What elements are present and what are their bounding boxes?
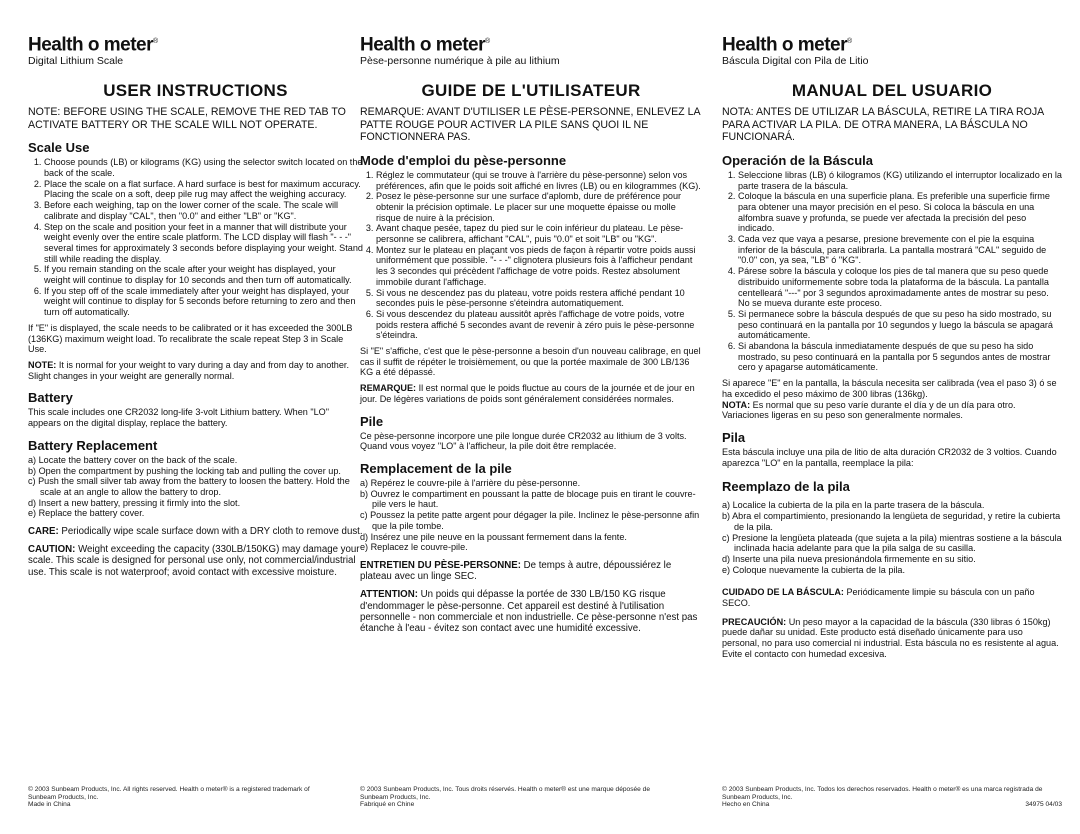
list-item: e) Replacez le couvre-pile. (360, 542, 468, 553)
brand-logo: Health o meter® (722, 34, 852, 56)
list-item: e) Coloque nuevamente la cubierta de la pila. (722, 564, 906, 575)
page-title: MANUAL DEL USUARIO (791, 81, 993, 101)
caution-paragraph: PRECAUCIÓN: Un peso mayor a la capacidad de la báscula (330 libras ó 150kg) puede dañar su unidad. Este producto está diseñado únicamente para uso personal, no para uso comercial ni industrial. Esta báscula no es resistente al agua. Evite el contacto con humedad excesiva. (722, 616, 1059, 659)
scale-use-steps (722, 170, 1062, 373)
scale-use-steps (360, 170, 702, 341)
activation-note: REMARQUE: AVANT D'UTILISER LE PÈSE-PERSONNE, ENLEVEZ LA PATTE ROUGE POUR ACTIVER LA PILE SANS QUOI IL NE FONCTIONNERA PAS. (360, 106, 700, 144)
list-item: 5. Si permanece sobre la báscula después de que su peso ha sido mostrado, su peso continuará en la pantalla por 10 segundos y luego la báscula se apagará automáticamente. (738, 309, 1062, 341)
scale-use-heading: Scale Use (28, 140, 90, 156)
list-item: 4. Párese sobre la báscula y coloque los pies de tal manera que su peso quede distribuido uniformemente sobre toda la plataforma de la báscula. La pantalla centelleará "---" por 3 segundos aproximadamente antes de mostrar su peso. No se mueva durante este proceso. (738, 266, 1062, 309)
battery-heading: Pila (722, 430, 746, 445)
caution-paragraph: ATTENTION: Un poids qui dépasse la portée de 330 LB/150 KG risque d'endommager le pèse-personne. Cet appareil est destiné à l'utilisation personnelle - non commerciale et non industrielle. Ce pèse-personne n'est pas étanche à l'eau - évitez son contact avec une humidité excessive. (360, 589, 698, 634)
weight-variation-note: REMARQUE: Il est normal que le poids fluctue au cours de la journée et de jour en jour. De légères variations de poids sont généralement considérées normales. (360, 383, 695, 404)
list-item: c) Presione la lengüeta plateada (que sujeta a la pila) mientras sostiene a la báscula inclinada hacia adelante para que la pila salga de su casilla. (722, 532, 1062, 554)
battery-text: This scale includes one CR2032 long-life 3-volt Lithium battery. When "LO" appears on the digital display, replace the battery. (28, 407, 329, 429)
battery-replacement-steps (28, 455, 363, 519)
page-title: GUIDE DE L'UTILISATEUR (421, 81, 641, 101)
english-column (28, 32, 363, 578)
activation-note: NOTE: BEFORE USING THE SCALE, REMOVE THE RED TAB TO ACTIVATE BATTERY OR THE SCALE WILL NOT OPERATE. (28, 106, 346, 131)
list-item: a) Locate the battery cover on the back of the scale. (28, 454, 238, 465)
list-item: d) Insert a new battery, pressing it firmly into the slot. (28, 497, 241, 508)
battery-text: Ce pèse-personne incorpore une pile longue durée CR2032 au lithium de 3 volts. Quand vous voyez "LO" à l'afficheur, la pile doit être remplacée. (360, 430, 687, 452)
list-item: 3. Cada vez que vaya a pesarse, presione brevemente con el pie la esquina inferior de la báscula, para calibrarla. La pantalla mostrará "CAL" seguido de "0.0" con, ya sea, "LB" ó "KG". (738, 234, 1062, 266)
document-code: 34975 04/03 (1025, 801, 1062, 809)
list-item: 3. Before each weighing, tap on the lower corner of the scale. The scale will calibrate and display "CAL", then "0.0" and either "LB" or "KG". (44, 200, 363, 221)
footer-copyright: © 2003 Sunbeam Products, Inc. All rights reserved. Health o meter® is a registered trademark of Sunbeam Products, Inc. Made in China (28, 786, 310, 809)
list-item: d) Inserte una pila nueva presionándola firmemente en su sitio. (722, 553, 976, 564)
weight-variation-note: NOTA: Es normal que su peso varíe durante el día y de un día para otro. Variaciones ligeras en su peso son generalmente normales. (722, 399, 1016, 421)
error-paragraph: Si "E" s'affiche, c'est que le pèse-personne a besoin d'un nouveau calibrage, en quel cas il suffit de répéter le troisièmement, ou que la portée maximale de 300 LB/136 KG a été dépassé. (360, 346, 701, 378)
list-item: 6. Si abandona la báscula inmediatamente después de que su peso ha sido mostrado, su peso continuará en la pantalla por 5 segundos antes de mostrar cero y apagarse automáticamente. (738, 341, 1062, 373)
scale-use-steps (28, 157, 363, 318)
battery-replacement-heading: Reemplazo de la pila (722, 479, 850, 495)
list-item: 2. Coloque la báscula en una superficie plana. Es preferible una superficie firme para obtener una mayor precisión en el peso. Si coloca la báscula en una alfombra suave y profunda, se puede ver afectada la precisión del peso indicado. (738, 191, 1062, 234)
caution-paragraph: CAUTION: Weight exceeding the capacity (330LB/150KG) may damage your scale. This scale is designed for personal use only, not commercial/industrial use. This scale is not waterproof; avoid contact with excessive moisture. (28, 544, 360, 578)
list-item: c) Push the small silver tab away from the battery to loosen the battery. Hold the scale at an angle to allow the battery to drop. (28, 476, 350, 497)
list-item: 2. Posez le pèse-personne sur une surface d'aplomb, dure de préférence pour obtenir la précision optimale. Le placer sur une moquette épaisse ou molle risque de nuire à la précision. (376, 191, 702, 223)
battery-replacement-steps (360, 478, 702, 553)
product-subtitle: Digital Lithium Scale (28, 55, 124, 68)
battery-replacement-heading: Remplacement de la pile (360, 461, 512, 476)
list-item: 2. Place the scale on a flat surface. A hard surface is best for maximum accuracy. Placing the scale on a soft, deep pile rug may affect the weighing accuracy. (44, 179, 363, 200)
list-item: 4. Montez sur le plateau en plaçant vos pieds de façon à répartir votre poids aussi uniformément que possible. "- - -" clignotera plusieurs fois à l'afficheur pendant les 3 secondes qui précèdent l'affichage de votre poids. Restez absolument immobile durant l'affichage. (376, 245, 702, 288)
battery-replacement-heading: Battery Replacement (28, 437, 158, 453)
product-subtitle: Pèse-personne numérique à pile au lithium (360, 55, 560, 68)
activation-note: NOTA: ANTES DE UTILIZAR LA BÁSCULA, RETIRE LA TIRA ROJA PARA ACTIVAR LA PILA. DE OTRA MANERA, LA BÁSCULA NO FUNCIONARÁ. (722, 106, 1044, 144)
list-item: 6. If you step off of the scale immediately after your weight has displayed, your weight will continue to display for 5 seconds before returning to zero and then turn off automatically. (44, 286, 363, 318)
list-item: 6. Si vous descendez du plateau aussitôt après l'affichage de votre poids, votre poids restera affiché 5 secondes avant de revenir à zéro puis le pèse-personne s'éteindra. (376, 309, 702, 341)
list-item: b) Open the compartment by pushing the locking tab and pulling the cover up. (28, 465, 341, 476)
list-item: 1. Réglez le commutateur (qui se trouve à l'arrière du pèse-personne) selon vos préférences, afin que le poids soit affiché en livres (LB) ou en kilogrammes (KG). (376, 170, 702, 191)
error-paragraph: If "E" is displayed, the scale needs to be calibrated or it has exceeded the 300LB (136KG) maximum weight load. To recalibrate the scale repeat Step 3 in Scale Use. (28, 322, 353, 355)
footer-copyright: © 2003 Sunbeam Products, Inc. Todos los derechos reservados. Health o meter® es una marca registrada de Sunbeam Products, Inc. Hecho en China 34975 04/03 (722, 786, 1062, 809)
list-item: a) Localice la cubierta de la pila en la parte trasera de la báscula. (722, 500, 985, 511)
scale-use-heading: Operación de la Báscula (722, 152, 874, 168)
battery-text: Esta báscula incluye una pila de litio de alta duración CR2032 de 3 voltios. Cuando aparezca "LO" en la pantalla, reemplace la pila: (722, 447, 1057, 468)
care-paragraph: CARE: Periodically wipe scale surface down with a DRY cloth to remove dust. (28, 526, 363, 538)
list-item: 5. If you remain standing on the scale after your weight has displayed, your weight will continue to display for 10 seconds and then turn off automatically. (44, 264, 363, 285)
footer-copyright: © 2003 Sunbeam Products, Inc. Tous droits réservés. Health o meter® est une marque déposée de Sunbeam Products, Inc. Fabriqué en Chine (360, 786, 650, 809)
list-item: 1. Choose pounds (LB) or kilograms (KG) using the selector switch located on the back of the scale. (44, 157, 363, 178)
brand-logo: Health o meter® (360, 34, 490, 56)
scale-use-heading: Mode d'emploi du pèse-personne (360, 152, 567, 168)
care-paragraph: CUIDADO DE LA BÁSCULA: Periódicamente limpie su báscula con un paño SECO. (722, 587, 1035, 609)
battery-heading: Pile (360, 413, 384, 429)
french-column (360, 32, 702, 634)
list-item: 3. Avant chaque pesée, tapez du pied sur le coin inférieur du plateau. Le pèse-personne se calibrera, affichant "CAL", puis "0.0" et soit "LB" ou "KG". (376, 223, 702, 244)
list-item: d) Insérez une pile neuve en la poussant fermement dans la fente. (360, 531, 627, 542)
list-item: c) Poussez la petite patte argent pour dégager la pile. Inclinez le pèse-personne afin que la pile tombe. (360, 510, 700, 531)
weight-variation-note: NOTE: It is normal for your weight to vary during a day and from day to another. Slight changes in your weight are generally normal. (28, 359, 349, 381)
list-item: b) Abra el compartimiento, presionando la lengüeta de seguridad, y retire la cubierta de la pila. (722, 511, 1061, 532)
list-item: 4. Step on the scale and position your feet in a manner that will distribute your weight evenly over the entire scale platform. The LCD display will flash "- - -" several times for approximately 3 seconds before displaying your weight. Stand still while reading the display. (44, 222, 363, 265)
page-title: USER INSTRUCTIONS (103, 81, 288, 101)
list-item: e) Replace the battery cover. (28, 508, 145, 519)
list-item: b) Ouvrez le compartiment en poussant la patte de blocage puis en tirant le couvre-pile vers le haut. (360, 488, 696, 510)
battery-heading: Battery (28, 390, 73, 406)
error-paragraph: Si aparece "E" en la pantalla, la báscula necesita ser calibrada (vea el paso 3) ó se ha excedido el peso máximo de 300 libras (136kg). (722, 378, 1057, 399)
list-item: a) Repérez le couvre-pile à l'arrière du pèse-personne. (360, 478, 581, 488)
care-paragraph: ENTRETIEN DU PÈSE-PERSONNE: De temps à autre, dépoussiérez le plateau avec un linge SEC. (360, 559, 672, 583)
product-subtitle: Báscula Digital con Pila de Litio (722, 55, 869, 68)
battery-replacement-steps (722, 500, 1062, 575)
list-item: 5. Si vous ne descendez pas du plateau, votre poids restera affiché pendant 10 secondes puis le pèse-personne s'éteindra automatiquement. (376, 288, 702, 309)
brand-logo: Health o meter® (28, 34, 158, 56)
list-item: 1. Seleccione libras (LB) ó kilogramos (KG) utilizando el interruptor localizado en la parte trasera de la báscula. (738, 170, 1062, 191)
spanish-column (722, 32, 1062, 660)
